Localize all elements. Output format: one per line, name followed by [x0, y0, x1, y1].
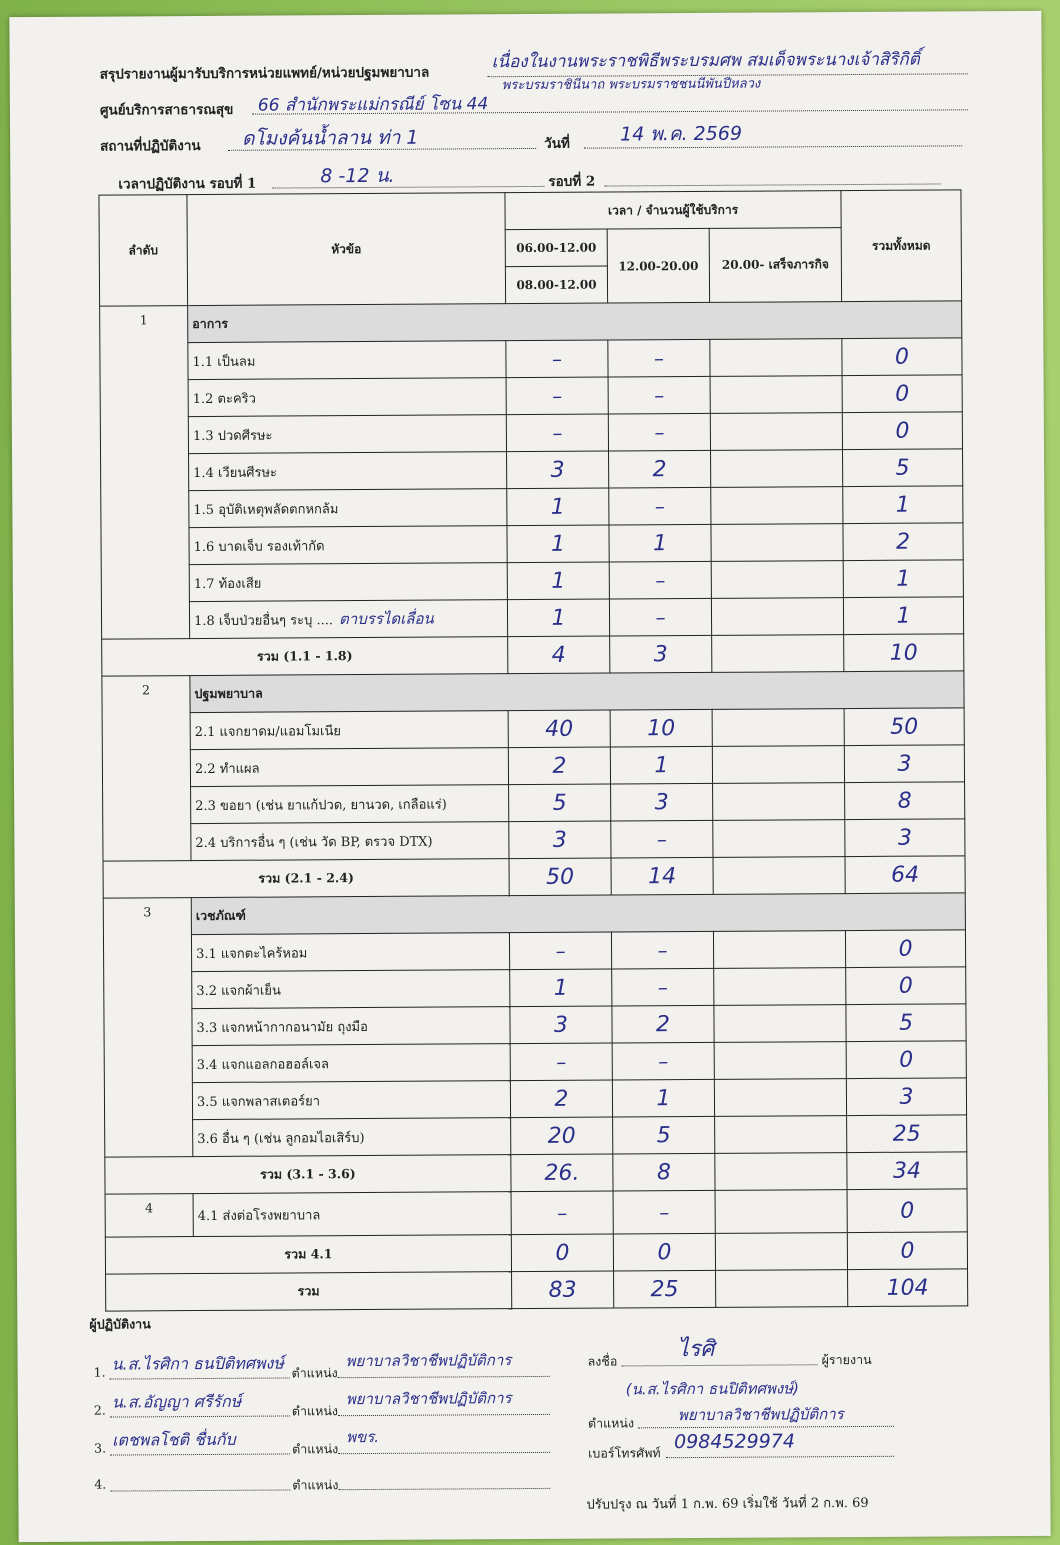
- value-t2: –: [612, 968, 714, 1006]
- sum-t2: 3: [610, 635, 712, 673]
- value-t2: 5: [613, 1116, 715, 1154]
- value-t2: 1: [609, 524, 711, 562]
- value-total: 0: [842, 338, 962, 376]
- value-total: 3: [844, 745, 964, 783]
- staff-position: พยาบาลวิชาชีพปฏิบัติการ: [345, 1351, 512, 1371]
- table-row: [105, 1115, 967, 1157]
- report-table: [98, 189, 968, 1311]
- value-t1: 40: [508, 710, 610, 748]
- table-row: [101, 560, 963, 602]
- sum-t1: 26.: [511, 1154, 613, 1192]
- value-total: 5: [843, 449, 963, 487]
- section-number: 3: [103, 898, 193, 1158]
- section-row: [103, 893, 965, 935]
- sum-label: รวม 4.1: [105, 1235, 511, 1274]
- reporter-phone-label: เบอร์โทรศัพท์: [588, 1445, 661, 1461]
- sum-total: 34: [847, 1152, 967, 1190]
- sum-t3: [713, 857, 845, 895]
- table-row: [101, 449, 963, 491]
- staff-position-label: ตำแหน่ง: [292, 1441, 339, 1457]
- item-label-text: 3.3 แจกหน้ากากอนามัย ถุงมือ: [196, 1019, 368, 1036]
- value-t1: 1: [507, 562, 609, 600]
- item-label: [192, 1044, 510, 1083]
- value-total: 5: [846, 1004, 966, 1042]
- item-label-text: 2.1 แจกยาดม/แอมโมเนีย: [194, 723, 342, 740]
- item-label-text: 1.8 เจ็บป่วยอื่นๆ ระบุ ....: [194, 613, 334, 630]
- reporter-role-label: ผู้รายงาน: [821, 1351, 872, 1368]
- value-t3: [714, 1042, 846, 1080]
- value-total: 1: [843, 486, 963, 524]
- item-label-text: 3.4 แจกแอลกอฮอล์เจล: [196, 1056, 330, 1073]
- section-title: ปฐมพยาบาล: [190, 671, 964, 713]
- table-row: [100, 338, 962, 380]
- value-t2: –: [609, 598, 711, 636]
- value-t2: 3: [611, 783, 713, 821]
- section-row: [100, 301, 962, 343]
- staff-position-dots: [338, 1376, 550, 1378]
- reporter-phone: 0984529974: [674, 1430, 796, 1454]
- col-header-t1a: 06.00-12.00: [505, 229, 607, 267]
- item-label-text: 1.5 อุบัติเหตุพลัดตกหกล้ม: [193, 501, 339, 518]
- reporter-sign-label: ลงชื่อ: [587, 1353, 618, 1369]
- staff-row-number: 4.: [94, 1476, 107, 1492]
- staff-name-dots: [110, 1453, 290, 1455]
- item-label: [190, 748, 508, 787]
- col-header-t1b: 08.00-12.00: [505, 266, 607, 304]
- value-t1: 3: [507, 451, 609, 489]
- value-t3: [710, 339, 842, 377]
- section-sum-row: [102, 634, 964, 676]
- value-total: 0: [846, 967, 966, 1005]
- item-label: [191, 822, 509, 861]
- value-t1: –: [509, 932, 611, 970]
- workplace-value: ดโมงค้นน้ำลาน ท่า 1: [242, 126, 419, 150]
- item-label: [192, 1081, 510, 1120]
- table-body: [100, 301, 968, 1311]
- section-number: 4: [105, 1194, 193, 1238]
- sum-t2: 25: [614, 1270, 716, 1308]
- value-t2: –: [608, 376, 710, 414]
- staff-name-dots: [110, 1489, 290, 1491]
- value-t1: 2: [508, 747, 610, 785]
- value-t3: [711, 524, 843, 562]
- value-total: 0: [846, 1041, 966, 1079]
- value-total: 50: [844, 708, 964, 746]
- sum-total: 0: [847, 1232, 967, 1270]
- value-t1: 3: [510, 1006, 612, 1044]
- col-header-t3: 20.00- เสร็จภารกิจ: [709, 228, 841, 303]
- col-header-time-group: เวลา / จำนวนผู้ใช้บริการ: [505, 191, 841, 230]
- value-t2: 2: [609, 450, 711, 488]
- time-value: 8 -12 น.: [320, 164, 395, 188]
- table-row: [100, 412, 962, 454]
- table-row: [103, 782, 965, 824]
- table-row: [101, 597, 963, 639]
- header-line1-label: สรุปรายงานผู้มารับบริการหน่วยแพทย์/หน่วยปฐมพยาบาล: [99, 64, 430, 83]
- staff-position-label: ตำแหน่ง: [291, 1403, 339, 1419]
- value-t2: –: [612, 1042, 714, 1080]
- table-row: [104, 1078, 966, 1120]
- value-t1: –: [511, 1191, 613, 1235]
- staff-position-label: ตำแหน่ง: [292, 1477, 339, 1493]
- value-t2: 1: [612, 1079, 714, 1117]
- table-row: [102, 745, 964, 787]
- sum-t3: [715, 1153, 847, 1191]
- staff-position-dots: [338, 1452, 550, 1454]
- value-t1: –: [506, 377, 608, 415]
- date-label: วันที่: [544, 135, 570, 152]
- value-total: 0: [842, 412, 962, 450]
- staff-row-number: 1.: [93, 1364, 106, 1380]
- value-t3: [710, 376, 842, 414]
- section-row: [102, 671, 964, 713]
- header-line2-label: ศูนย์บริการสาธารณสุข: [99, 101, 234, 119]
- value-t1: 1: [507, 488, 609, 526]
- value-t2: –: [609, 487, 711, 525]
- sum-t3: [712, 635, 844, 673]
- sum-label: รวม (3.1 - 3.6): [105, 1155, 511, 1194]
- time-label: เวลาปฏิบัติงาน รอบที่ 1: [118, 175, 257, 193]
- value-t1: –: [506, 340, 608, 378]
- col-header-topic: หัวข้อ: [187, 193, 506, 306]
- item-label: [190, 711, 508, 750]
- item-label: [192, 970, 510, 1009]
- value-total: 25: [847, 1115, 967, 1153]
- value-t3: [711, 598, 843, 636]
- round2-label: รอบที่ 2: [548, 173, 596, 190]
- value-total: 0: [845, 930, 965, 968]
- staff-position: พขร.: [345, 1427, 380, 1447]
- value-t2: –: [608, 339, 710, 377]
- value-t2: –: [608, 413, 710, 451]
- table-row: [102, 708, 964, 750]
- value-total: 8: [845, 782, 965, 820]
- value-t1: –: [506, 414, 608, 452]
- sum-total: 104: [848, 1269, 968, 1307]
- section-number: 2: [102, 676, 191, 862]
- value-t3: [713, 783, 845, 821]
- header-line1-value2: พระบรมราชินีนาถ พระบรมราชชนนีพันปีหลวง: [501, 76, 761, 94]
- value-t2: –: [613, 1190, 715, 1234]
- item-label-text: 1.6 บาดเจ็บ รองเท้ากัด: [193, 538, 325, 555]
- section-sum-row: [105, 1152, 967, 1194]
- reporter-sign-dots: [622, 1364, 818, 1366]
- report-form: [9, 11, 1050, 1542]
- sum-t1: 0: [511, 1234, 613, 1272]
- value-t3: [714, 1079, 846, 1117]
- value-t1: 5: [509, 784, 611, 822]
- value-t3: [711, 487, 843, 525]
- section-number: 1: [100, 306, 190, 640]
- item-label: [192, 1007, 510, 1046]
- grand-total-row: [106, 1269, 968, 1311]
- value-t3: [711, 450, 843, 488]
- reporter-phone-dots: [666, 1456, 894, 1458]
- sum-t3: [716, 1270, 848, 1308]
- value-total: 3: [846, 1078, 966, 1116]
- table-row: [104, 1041, 966, 1083]
- staff-position-label: ตำแหน่ง: [291, 1365, 338, 1381]
- value-t2: –: [609, 561, 711, 599]
- item-label: [189, 489, 507, 528]
- item-label-text: 1.3 ปวดศีรษะ: [192, 428, 273, 444]
- staff-name-dots: [110, 1377, 290, 1379]
- sum-t2: 0: [613, 1233, 715, 1271]
- item-label-text: 1.2 ตะคริว: [192, 391, 256, 407]
- item-label-text: 1.1 เป็นลม: [192, 354, 256, 370]
- item-label: [189, 600, 507, 639]
- staff-position-dots: [338, 1488, 550, 1490]
- staff-name: เตชพลโชติ ชื่นกับ: [111, 1429, 236, 1450]
- col-header-t2: 12.00-20.00: [607, 228, 709, 303]
- item-label-text: 2.4 บริการอื่น ๆ (เช่น วัด BP, ตรวจ DTX): [195, 834, 433, 851]
- table-row: [104, 967, 966, 1009]
- table-row: [101, 486, 963, 528]
- header-line3-label: สถานที่ปฏิบัติงาน: [100, 138, 201, 155]
- sum-t2: 14: [611, 857, 713, 895]
- staff-row-number: 2.: [93, 1402, 106, 1418]
- item-label: [189, 452, 507, 491]
- sum-label: รวม (1.1 - 1.8): [102, 637, 508, 676]
- value-t3: [715, 1116, 847, 1154]
- value-t1: 2: [510, 1080, 612, 1118]
- item-label: [188, 415, 506, 454]
- value-total: 0: [847, 1189, 967, 1233]
- sum-t2: 8: [613, 1153, 715, 1191]
- sum-t1: 50: [509, 858, 611, 896]
- item-label: [188, 341, 506, 380]
- sum-t1: 4: [508, 636, 610, 674]
- item-label: [193, 1118, 511, 1157]
- sum-t1: 83: [512, 1271, 614, 1309]
- revision-note: ปรับปรุง ณ วันที่ 1 ก.พ. 69 เริ่มใช้ วันที่ 2 ก.พ. 69: [586, 1495, 869, 1513]
- header-line2-value: 66 สำนักพระแม่กรณีย์ โซน 44: [257, 94, 489, 116]
- value-total: 3: [845, 819, 965, 857]
- staff-name: น.ส.อัญญา ศรีรักษ์: [111, 1391, 242, 1412]
- item-label-text: 3.2 แจกผ้าเย็น: [196, 983, 281, 999]
- staff-position-dots: [338, 1414, 550, 1416]
- value-t3: [712, 746, 844, 784]
- value-t2: –: [611, 931, 713, 969]
- value-total: 2: [843, 523, 963, 561]
- sum-total: 10: [844, 634, 964, 672]
- item-label: [191, 933, 509, 972]
- item-label-text: 1.7 ท้องเสีย: [193, 576, 262, 592]
- value-t1: –: [510, 1043, 612, 1081]
- value-t1: 3: [509, 821, 611, 859]
- item-label-text: 2.2 ทำแผล: [194, 761, 260, 777]
- value-t1: 1: [507, 525, 609, 563]
- value-t2: –: [611, 820, 713, 858]
- value-total: 1: [843, 560, 963, 598]
- value-t2: 2: [612, 1005, 714, 1043]
- section-sum-row: [103, 856, 965, 898]
- sum4-row: [105, 1232, 967, 1274]
- table-row: [103, 819, 965, 861]
- staff-name: น.ส.ไรศิกา ธนปิติทศพงษ์: [111, 1353, 284, 1374]
- item-extra-handwritten: ตาบรรไดเลื่อน: [338, 609, 434, 629]
- value-t1: 1: [507, 599, 609, 637]
- item-label: [191, 785, 509, 824]
- round2-dots: [604, 183, 940, 186]
- section-title: อาการ: [188, 301, 962, 343]
- item-label-text: 3.6 อื่น ๆ (เช่น ลูกอมไอเสิร์บ): [197, 1130, 365, 1147]
- value-total: 1: [843, 597, 963, 635]
- reporter-signature: ไรศิ: [677, 1336, 715, 1363]
- sum-total: 64: [845, 856, 965, 894]
- date-value: 14 พ.ค. 2569: [620, 122, 743, 146]
- value-t3: [714, 1005, 846, 1043]
- value-t2: 10: [610, 709, 712, 747]
- item-label: [189, 526, 507, 565]
- value-t2: 1: [610, 746, 712, 784]
- item-label-text: 2.3 ขอยา (เช่น ยาแก้ปวด, ยานวด, เกลือแร่): [195, 797, 447, 814]
- table-row: [104, 1004, 966, 1046]
- value-t3: [714, 968, 846, 1006]
- staff-title: ผู้ปฏิบัติงาน: [89, 1316, 151, 1332]
- item-label-text: 3.5 แจกพลาสเตอร์ยา: [196, 1093, 321, 1110]
- item-label: [188, 378, 506, 417]
- value-total: 0: [842, 375, 962, 413]
- reporter-position-label: ตำแหน่ง: [587, 1415, 635, 1431]
- col-header-total: รวมทั้งหมด: [841, 190, 962, 302]
- value-t3: [713, 820, 845, 858]
- section4-row: [105, 1189, 967, 1237]
- col-header-no: ลำดับ: [99, 195, 188, 307]
- value-t3: [713, 931, 845, 969]
- table-row: [103, 930, 965, 972]
- item-label: 4.1 ส่งต่อโรงพยาบาล: [193, 1192, 511, 1237]
- item-label-text: 3.1 แจกตะไคร้หอม: [196, 945, 308, 962]
- reporter-position: พยาบาลวิชาชีพปฏิบัติการ: [677, 1405, 844, 1425]
- section-title: เวชภัณฑ์: [191, 893, 965, 935]
- value-t3: [712, 709, 844, 747]
- value-t1: 20: [511, 1117, 613, 1155]
- sum-label: รวม (2.1 - 2.4): [103, 859, 509, 898]
- value-t3: [710, 413, 842, 451]
- sum-t3: [715, 1233, 847, 1271]
- staff-position: พยาบาลวิชาชีพปฏิบัติการ: [345, 1389, 512, 1409]
- item-label-text: 1.4 เวียนศีรษะ: [193, 465, 278, 481]
- value-t3: [715, 1190, 847, 1234]
- item-label: [189, 563, 507, 602]
- value-t3: [711, 561, 843, 599]
- staff-row-number: 3.: [94, 1440, 107, 1456]
- header-line1-value: เนื่องในงานพระราชพิธีพระบรมศพ สมเด็จพระนางเจ้าสิริกิติ์: [491, 49, 920, 73]
- value-t1: 1: [510, 969, 612, 1007]
- sum-label: รวม: [106, 1272, 512, 1311]
- reporter-name: (น.ส.ไรศิกา ธนปิติทศพงษ์): [625, 1379, 800, 1399]
- table-row: [100, 375, 962, 417]
- table-row: [101, 523, 963, 565]
- staff-name-dots: [110, 1415, 290, 1417]
- time-dots: [272, 186, 544, 189]
